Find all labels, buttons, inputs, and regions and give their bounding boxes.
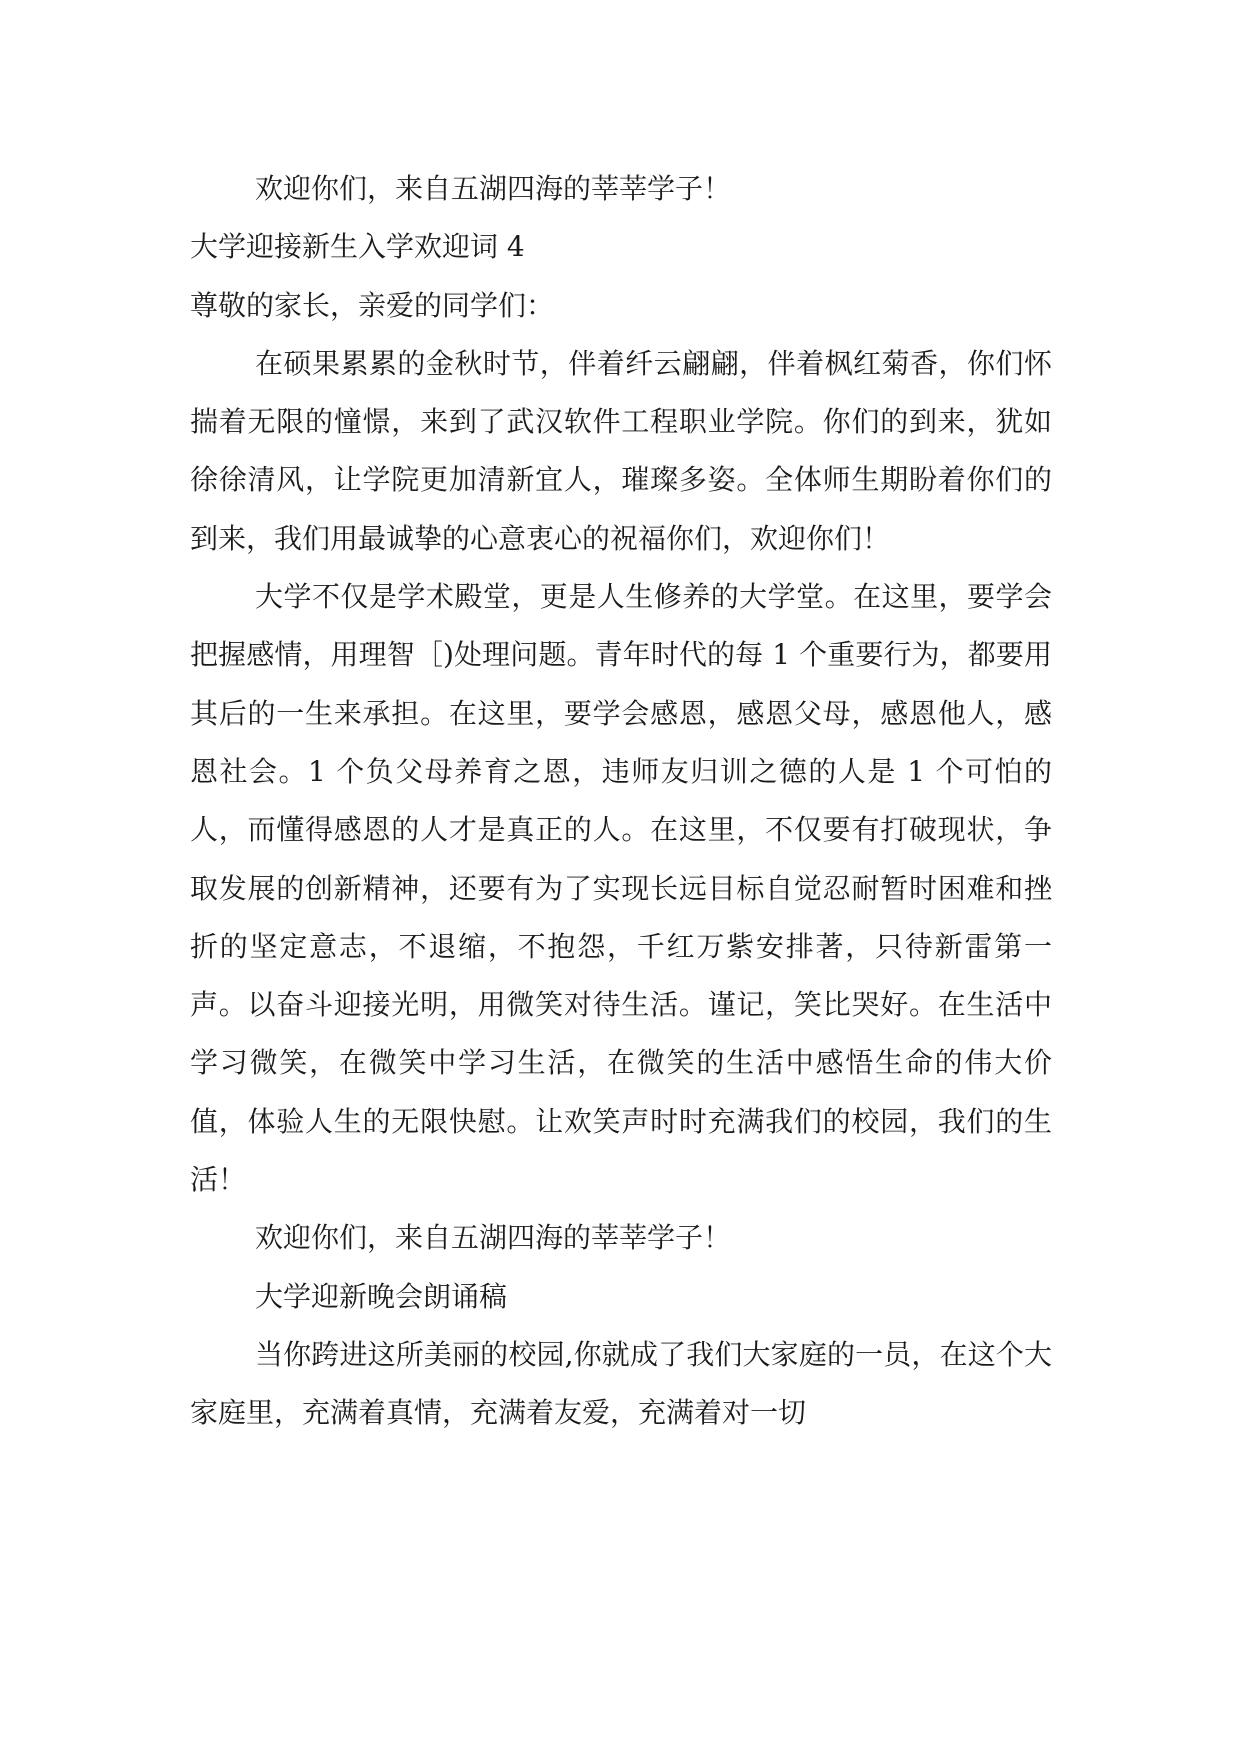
document-body: [190, 160, 1052, 1443]
paragraph-autumn-welcome: 在硕果累累的金秋时节，伴着纤云翩翩，伴着枫红菊香，你们怀揣着无限的憧憬，来到了武汉软件工程职业学院。你们的到来，犹如徐徐清风，让学院更加清新宜人，璀璨多姿。全体师生期盼着你们的到来，我们用最诚挚的心意衷心的祝福你们，欢迎你们！: [190, 346, 1052, 555]
paragraph-welcome-closing: 欢迎你们，来自五湖四海的莘莘学子！: [255, 172, 732, 205]
paragraph-university-life: 大学不仅是学术殿堂，更是人生修养的大学堂。在这里，要学会把握感情，用理智［)处理问题。青年时代的每 1 个重要行为，都要用其后的一生来承担。在这里，要学会感恩，感恩父母，感恩他人，感恩社会。1 个负父母养育之恩，违师友归训之德的人是 1 个可怕的人，而懂得感恩的人才是真正的人。在这里，不仅要有打破现状，争取发展的创新精神，还要有为了实现长远目标自觉忍耐暂时困难和挫折的坚定意志，不退缩，不抱怨，千红万紫安排著，只待新雷第一声。以奋斗迎接光明，用微笑对待生活。谨记，笑比哭好。在生活中学习微笑，在微笑中学习生活，在微笑的生活中感悟生命的伟大价值，体验人生的无限快慰。让欢笑声时时充满我们的校园，我们的生活！: [190, 580, 1052, 1197]
section-title: 大学迎接新生入学欢迎词 4: [190, 230, 525, 264]
section-title-recitation: 大学迎新晚会朗诵稿: [255, 1279, 508, 1313]
paragraph-recitation-opening: 当你跨进这所美丽的校园,你就成了我们大家庭的一员，在这个大家庭里，充满着真情，充满着友爱，充满着对一切: [190, 1337, 1052, 1430]
paragraph-welcome-closing-2: 欢迎你们，来自五湖四海的莘莘学子！: [255, 1221, 732, 1255]
salutation: 尊敬的家长，亲爱的同学们：: [190, 288, 555, 322]
